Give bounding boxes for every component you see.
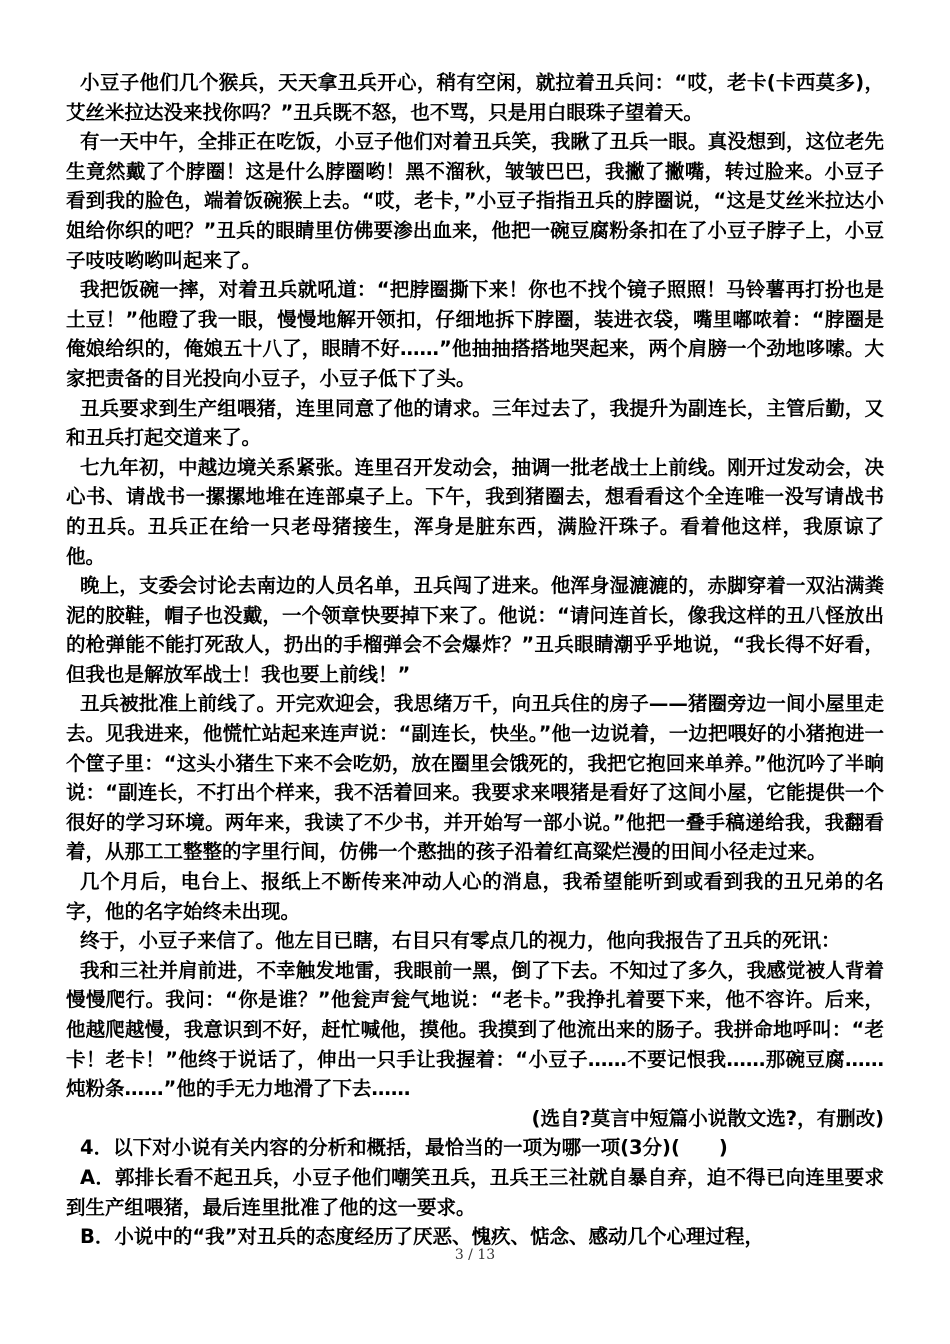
paragraph-2: 有一天中午，全排正在吃饭，小豆子他们对着丑兵笑，我瞅了丑兵一眼。真没想到，这位老先生竟然戴了个脖圈！这是什么脖圈哟！黑不溜秋，皱皱巴巴，我撇了撇嘴，转过脸来。小豆子看到我的脸色，端着饭碗猴上去。“哎，老卡，”小豆子指指丑兵的脖圈说，“这是艾丝米拉达小姐给你织的吧？”丑兵的眼睛里仿佛要渗出血来，他把一碗豆腐粉条扣在了小豆子脖子上，小豆子吱吱哟哟叫起来了。: [66, 130, 884, 272]
paragraph-4: 丑兵要求到生产组喂猪，连里同意了他的请求。三年过去了，我提升为副连长，主管后勤，又和丑兵打起交道来了。: [66, 396, 884, 450]
option-b: B．小说中的“我”对丑兵的态度经历了厌恶、愧疚、惦念、感动几个心理过程，: [80, 1225, 764, 1249]
paragraph-5: 七九年初，中越边境关系紧张。连里召开发动会，抽调一批老战士上前线。刚开过发动会，决心书、请战书一摞摞地堆在连部桌子上。下午，我到猪圈去，想看看这个全连唯一没写请战书的丑兵。丑兵正在给一只老母猪接生，浑身是脏东西，满脸汗珠子。看着他这样，我原谅了他。: [66, 455, 884, 568]
paragraph-7: 丑兵被批准上前线了。开完欢迎会，我思绪万千，向丑兵住的房子——猪圈旁边一间小屋里走去。见我进来，他慌忙站起来连声说：“副连长，快坐。”他一边说着，一边把喂好的小猪抱进一个筐子里：“这头小猪生下来不会吃奶，放在圈里会饿死的，我把它抱回来单养。”他沉吟了半晌说：“副连长，不打出个样来，我不活着回来。我要求来喂猪是看好了这间小屋，它能提供一个很好的学习环境。两年来，我读了不少书，并开始写一部小说。”他把一叠手稿递给我，我翻看着，从那工工整整的字里行间，仿佛一个憨拙的孩子沿着红高粱烂漫的田间小径走过来。: [66, 692, 884, 864]
document-body: [66, 68, 884, 1252]
paragraph-3: 我把饭碗一摔，对着丑兵就吼道：“把脖圈撕下来！你也不找个镜子照照！马铃薯再打扮也是土豆！”他瞪了我一眼，慢慢地解开领扣，仔细地拆下脖圈，装进衣袋，嘴里嘟哝着：“脖圈是俺娘给织的，俺娘五十八了，眼睛不好……”他抽抽搭搭地哭起来，两个肩膀一个劲地哆嗦。大家把责备的目光投向小豆子，小豆子低下了头。: [66, 278, 884, 390]
source-citation: (选自?莫言中短篇小说散文选?，有删改): [531, 1106, 884, 1130]
paragraph-9: 终于，小豆子来信了。他左目已瞎，右目只有零点几的视力，他向我报告了丑兵的死讯：: [80, 929, 841, 953]
paragraph-10: 我和三社并肩前进，不幸触发地雷，我眼前一黑，倒了下去。不知过了多久，我感觉被人背着慢慢爬行。我问：“你是谁？”他瓮声瓮气地说：“老卡。”我挣扎着要下来，他不容许。后来，他越爬越慢，我意识到不好，赶忙喊他，摸他。我摸到了他流出来的肠子。我拼命地呼叫：“老卡！老卡！”他终于说话了，伸出一只手让我握着：“小豆子……不要记恨我……那碗豆腐……炖粉条……”他的手无力地滑了下去……: [66, 958, 884, 1101]
paragraph-8: 几个月后，电台上、报纸上不断传来冲动人心的消息，我希望能听到或看到我的丑兄弟的名字，他的名字始终未出现。: [66, 870, 884, 923]
paragraph-1: 小豆子他们几个猴兵，天天拿丑兵开心，稍有空闲，就拉着丑兵问：“哎，老卡(卡西莫多)，艾丝米拉达没来找你吗？”丑兵既不怒，也不骂，只是用白眼珠子望着天。: [66, 71, 884, 124]
question-stem: 4．以下对小说有关内容的分析和概括，最恰当的一项为哪一项(3分)( ): [80, 1136, 728, 1160]
option-a: A．郭排长看不起丑兵，小豆子他们嘲笑丑兵，丑兵王三社就自暴自弃，迫不得已向连里要求到生产组喂猪，最后连里批准了他的这一要求。: [66, 1165, 884, 1219]
page-number: 3 / 13: [454, 1247, 496, 1263]
paragraph-6: 晚上，支委会讨论去南边的人员名单，丑兵闯了进来。他浑身湿漉漉的，赤脚穿着一双沾满粪泥的胶鞋，帽子也没戴，一个领章快要掉下来了。他说：“请问连首长，像我这样的丑八怪放出的枪弹能不能打死敌人，扔出的手榴弹会不会爆炸？”丑兵眼睛潮乎乎地说，“我长得不好看，但我也是解放军战士！我也要上前线！”: [66, 574, 884, 686]
